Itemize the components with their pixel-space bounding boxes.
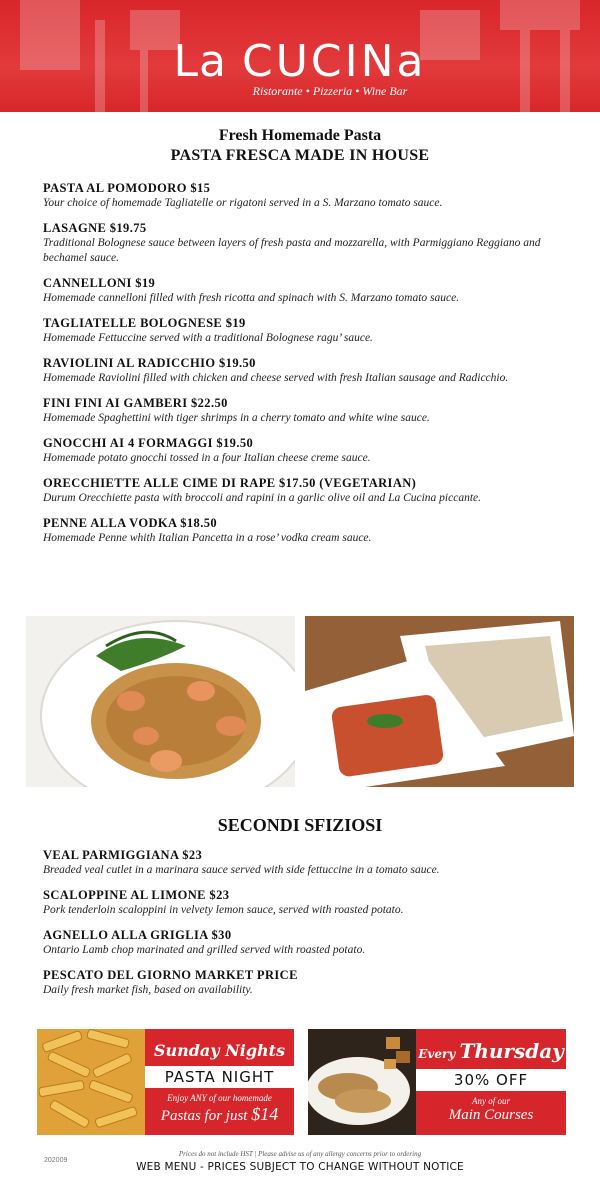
- menu-item: [43, 928, 563, 958]
- menu-item: [43, 436, 563, 466]
- penne-pasta-image: [37, 1029, 145, 1135]
- menu-item-name: ORECCHIETTE ALLE CIME DI RAPE $17.50 (VEGETARIAN): [43, 476, 417, 490]
- menu-item: [43, 276, 563, 306]
- menu-item: [43, 221, 563, 266]
- menu-item-description: Homemade Spaghettini with tiger shrimps in a cherry tomato and white wine sauce.: [43, 412, 430, 424]
- menu-item: [43, 888, 563, 918]
- menu-item-description: Homemade Raviolini filled with chicken and cheese served with fresh Italian sausage and Radicchio.: [43, 372, 509, 384]
- logo-text-la: La: [173, 36, 242, 87]
- secondi-menu-list: [43, 848, 563, 1008]
- main-course-image: [308, 1029, 416, 1135]
- header-banner: [0, 0, 600, 112]
- menu-item: [43, 848, 563, 878]
- tagline: Ristorante • Pizzeria • Wine Bar: [252, 84, 408, 98]
- thursday-promo-line1: Any of our: [472, 1096, 510, 1106]
- menu-item-description: Your choice of homemade Tagliatelle or rigatoni served in a S. Marzano tomato sauce.: [43, 197, 443, 209]
- menu-item-description: Breaded veal cutlet in a marinara sauce served with side fettuccine in a tomato sauce.: [43, 864, 440, 876]
- menu-item-name: GNOCCHI AI 4 FORMAGGI $19.50: [43, 436, 254, 450]
- menu-item-description: Homemade cannelloni filled with fresh ricotta and spinach with S. Marzano tomato sauce.: [43, 292, 460, 304]
- thursday-promo-line2: Main Courses: [448, 1107, 534, 1123]
- sunday-promo-line1: Enjoy ANY of our homemade: [167, 1093, 272, 1103]
- menu-item: [43, 356, 563, 386]
- thursday-promo-text: [416, 1029, 566, 1135]
- menu-item: [43, 476, 563, 506]
- menu-item-name: FINI FINI AI GAMBERI $22.50: [43, 396, 228, 410]
- menu-item-name: AGNELLO ALLA GRIGLIA $30: [43, 928, 232, 942]
- restaurant-logo: [0, 36, 600, 87]
- menu-item-name: PENNE ALLA VODKA $18.50: [43, 516, 218, 530]
- thursday-promo-every: Every: [418, 1047, 460, 1061]
- pasta-night-label: PASTA NIGHT: [145, 1066, 294, 1088]
- secondi-section-title: SECONDI SFIZIOSI: [217, 815, 383, 835]
- menu-item-description: Traditional Bolognese sauce between layers of fresh pasta and mozzarella, with Parmiggiano Reggiano and bechamel sauce.: [43, 237, 541, 264]
- menu-item-name: PASTA AL POMODORO $15: [43, 181, 211, 195]
- pasta-menu-list: [43, 181, 563, 556]
- shrimp-pasta-photo: [26, 616, 295, 787]
- sunday-promo-line2: [145, 1104, 294, 1125]
- sunday-promo-line2-text: Pastas for just: [160, 1108, 252, 1124]
- menu-item-name: CANNELLONI $19: [43, 276, 156, 290]
- sunday-promo-title: Sunday Nights: [153, 1041, 286, 1060]
- menu-item: [43, 968, 563, 998]
- footer-web-menu-notice: WEB MENU - PRICES SUBJECT TO CHANGE WITHOUT NOTICE: [136, 1161, 464, 1173]
- thursday-promo-day: Thursday: [459, 1039, 564, 1063]
- menu-item-description: Durum Orecchiette pasta with broccoli and rapini in a garlic olive oil and La Cucina piccante.: [43, 492, 482, 504]
- menu-item: [43, 181, 563, 211]
- menu-item-description: Pork tenderloin scaloppini in velvety lemon sauce, served with roasted potato.: [43, 904, 404, 916]
- menu-item: [43, 316, 563, 346]
- menu-item-name: TAGLIATELLE BOLOGNESE $19: [43, 316, 246, 330]
- discount-label: 30% OFF: [416, 1069, 566, 1091]
- menu-item-description: Homemade Fettuccine served with a traditional Bolognese ragu’ sauce.: [43, 332, 373, 344]
- menu-item-name: PESCATO DEL GIORNO MARKET PRICE: [43, 968, 298, 982]
- menu-item-name: SCALOPPINE AL LIMONE $23: [43, 888, 230, 902]
- pasta-section-title-it: PASTA FRESCA MADE IN HOUSE: [170, 147, 430, 164]
- thursday-discount-promo: [308, 1029, 566, 1135]
- sunday-pasta-night-promo: [37, 1029, 294, 1135]
- menu-item-description: Ontario Lamb chop marinated and grilled served with roasted potato.: [43, 944, 366, 956]
- thursday-promo-title: [416, 1039, 566, 1063]
- menu-item-description: Homemade potato gnocchi tossed in a four Italian cheese creme sauce.: [43, 452, 371, 464]
- menu-item-description: Daily fresh market fish, based on availability.: [43, 984, 253, 996]
- menu-item-name: LASAGNE $19.75: [43, 221, 147, 235]
- menu-item-name: VEAL PARMIGGIANA $23: [43, 848, 203, 862]
- logo-text-cucina: CUCINa: [241, 36, 427, 87]
- pasta-section-title-en: Fresh Homemade Pasta: [218, 127, 382, 144]
- sunday-promo-text: [145, 1029, 294, 1135]
- footer-code: 202009: [44, 1157, 68, 1164]
- sunday-promo-price: $14: [251, 1104, 279, 1124]
- footer-disclaimer: Prices do not include HST | Please advise us of any allergy concerns prior to ordering: [178, 1150, 422, 1158]
- menu-item: [43, 516, 563, 546]
- lasagna-ravioli-photo: [305, 616, 574, 787]
- menu-item-name: RAVIOLINI AL RADICCHIO $19.50: [43, 356, 256, 370]
- menu-item: [43, 396, 563, 426]
- menu-item-description: Homemade Penne whith Italian Pancetta in a rose’ vodka cream sauce.: [43, 532, 372, 544]
